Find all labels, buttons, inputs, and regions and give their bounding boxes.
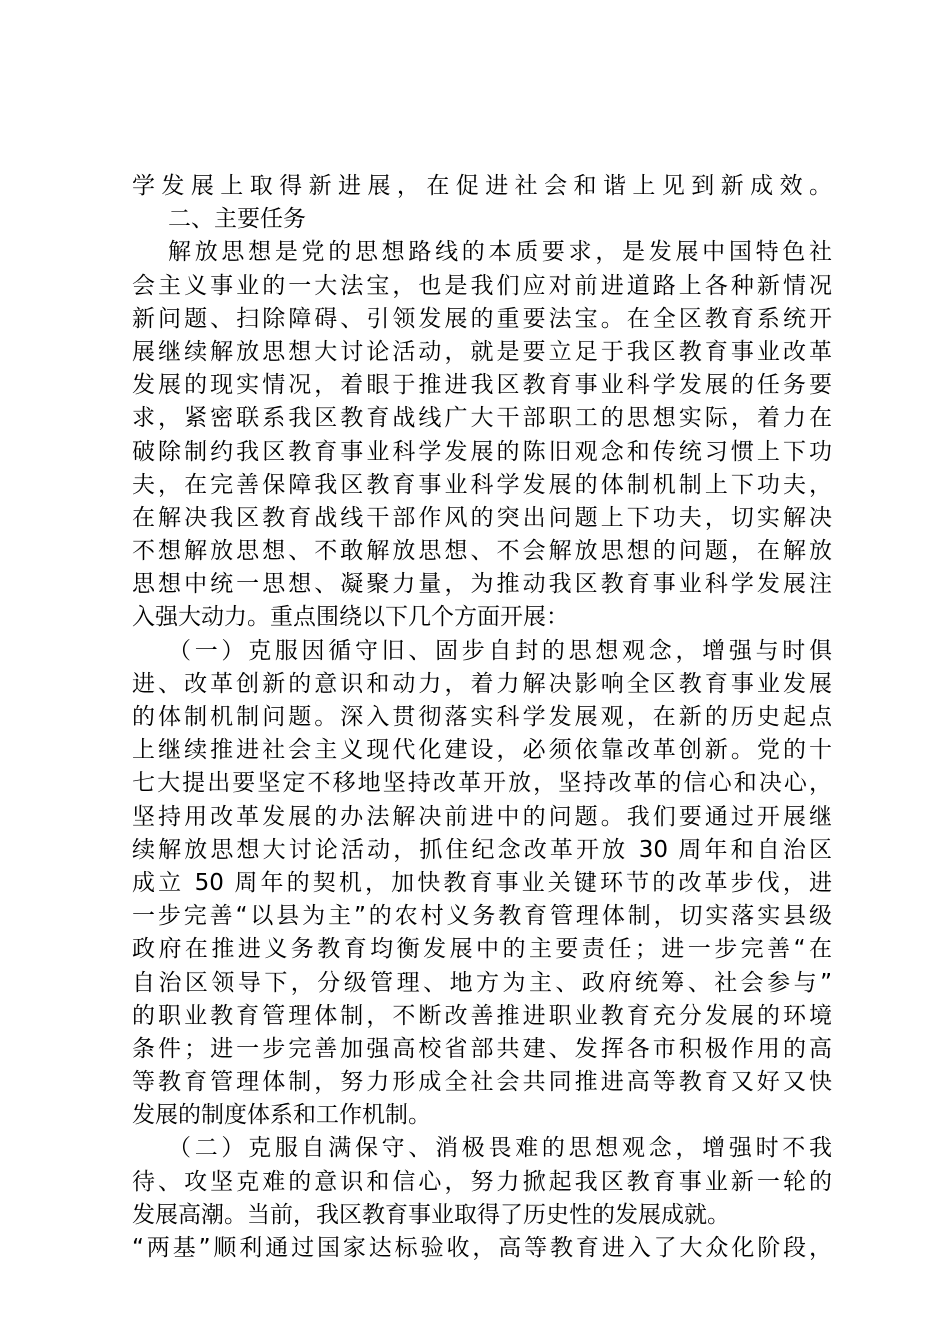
text-line: 等教育管理体制，努力形成全社会共同推进高等教育又好又快 bbox=[132, 1069, 832, 1096]
text-line: 思想中统一思想、凝聚力量，为推动我区教育事业科学发展注 bbox=[132, 571, 832, 598]
text-line: 发展的现实情况，着眼于推进我区教育事业科学发展的任务要 bbox=[132, 372, 832, 399]
text-line: 在解决我区教育战线干部作风的突出问题上下功夫，切实解决 bbox=[132, 504, 832, 531]
text-line: 发展高潮。当前，我区教育事业取得了历史性的发展成就。 bbox=[132, 1201, 730, 1228]
text-line: 学发展上取得新进展，在促进社会和谐上见到新成效。 bbox=[132, 173, 832, 199]
text-line: 政府在推进义务教育均衡发展中的主要责任；进一步完善“在 bbox=[132, 936, 832, 963]
text-line: 发展的制度体系和工作机制。 bbox=[132, 1102, 431, 1129]
text-line: 的职业教育管理体制，不断改善推进职业教育充分发展的环境 bbox=[132, 1002, 832, 1029]
text-line: 成立 50 周年的契机，加快教育事业关键环节的改革步伐，进 bbox=[132, 869, 832, 896]
subsection-line: （二）克服自满保守、消极畏难的思想观念，增强时不我 bbox=[168, 1135, 832, 1162]
text-line: 求，紧密联系我区教育战线广大干部职工的思想实际，着力在 bbox=[132, 405, 832, 432]
text-line: 自治区领导下，分级管理、地方为主、政府统筹、社会参与” bbox=[132, 969, 832, 996]
text-line: 解放思想是党的思想路线的本质要求，是发展中国特色社 bbox=[168, 239, 832, 266]
text-line: 条件；进一步完善加强高校省部共建、发挥各市积极作用的高 bbox=[132, 1035, 832, 1062]
text-line: 不想解放思想、不敢解放思想、不会解放思想的问题，在解放 bbox=[132, 538, 832, 565]
text-line: 续解放思想大讨论活动，抓住纪念改革开放 30 周年和自治区 bbox=[132, 836, 832, 863]
section-heading: 二、主要任务 bbox=[168, 206, 306, 233]
text-line: 会主义事业的一大法宝，也是我们应对前进道路上各种新情况 bbox=[132, 272, 832, 299]
text-line: 破除制约我区教育事业科学发展的陈旧观念和传统习惯上下功 bbox=[132, 438, 832, 465]
text-line: 一步完善“以县为主”的农村义务教育管理体制，切实落实县级 bbox=[132, 903, 832, 930]
subsection-line: （一）克服因循守旧、固步自封的思想观念，增强与时俱 bbox=[168, 637, 832, 664]
text-line: “两基”顺利通过国家达标验收，高等教育进入了大众化阶段， bbox=[132, 1235, 832, 1261]
text-line: 坚持用改革发展的办法解决前进中的问题。我们要通过开展继 bbox=[132, 803, 832, 830]
text-line: 夫，在完善保障我区教育事业科学发展的体制机制上下功夫， bbox=[132, 471, 832, 498]
text-line: 上继续推进社会主义现代化建设，必须依靠改革创新。党的十 bbox=[132, 737, 832, 764]
text-line: 待、攻坚克难的意识和信心，努力掀起我区教育事业新一轮的 bbox=[132, 1168, 832, 1195]
text-line: 展继续解放思想大讨论活动，就是要立足于我区教育事业改革 bbox=[132, 338, 832, 365]
text-line: 新问题、扫除障碍、引领发展的重要法宝。在全区教育系统开 bbox=[132, 305, 832, 332]
text-line: 入强大动力。重点围绕以下几个方面开展： bbox=[132, 604, 569, 631]
text-line: 的体制机制问题。深入贯彻落实科学发展观，在新的历史起点 bbox=[132, 704, 832, 730]
text-line: 进、改革创新的意识和动力，着力解决影响全区教育事业发展 bbox=[132, 670, 832, 697]
document-body bbox=[132, 170, 832, 1265]
text-line: 七大提出要坚定不移地坚持改革开放，坚持改革的信心和决心， bbox=[132, 770, 832, 797]
